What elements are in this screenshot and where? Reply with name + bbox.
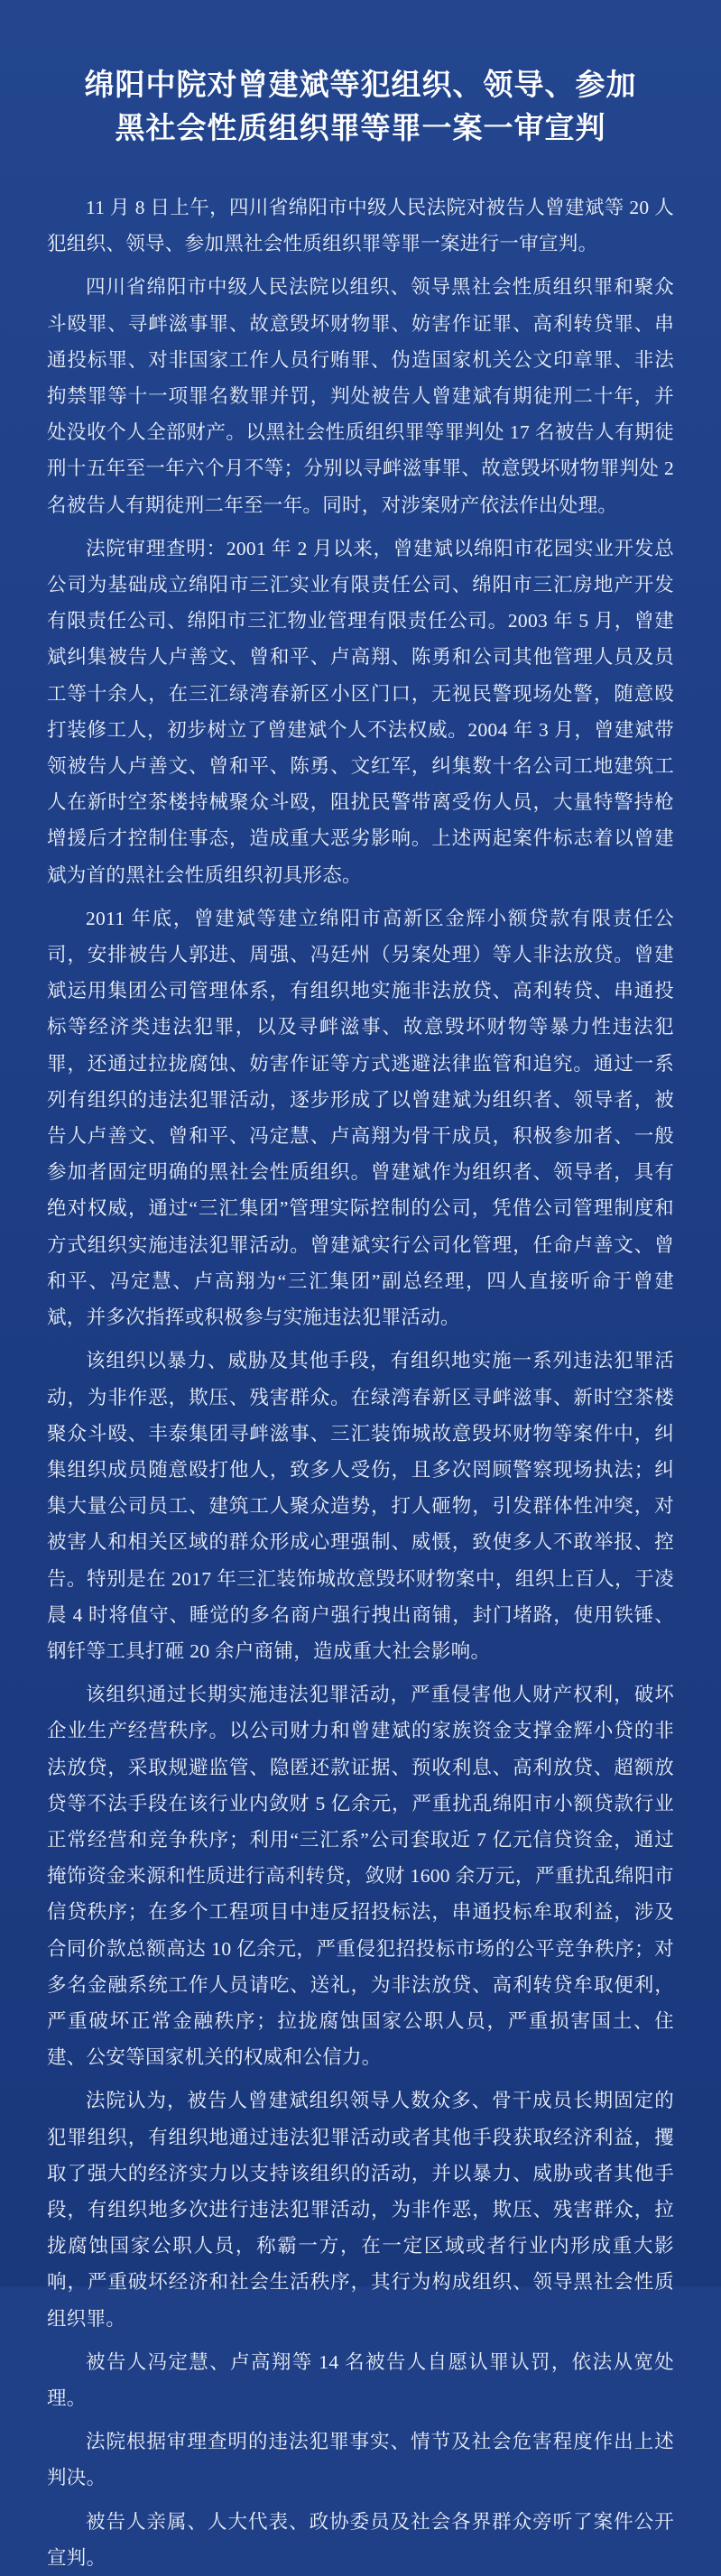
paragraph-verdict: 四川省绵阳市中级人民法院以组织、领导黑社会性质组织罪和聚众斗殴罪、寻衅滋事罪、故意毁坏财物罪、妨害作证罪、高利转贷罪、串通投标罪、对非国家工作人员行贿罪、伪造国家机关公文印章罪、非法拘禁罪等十一项罪名数罪并罚，判处被告人曾建斌有期徒刑二十年，并处没收个人全部财产。以黑社会性质组织罪等罪判处 17 名被告人有期徒刑十五年至一年六个月不等；分别以寻衅滋事罪、故意毁坏财物罪判处 2 名被告人有期徒刑二年至一年。同时，对涉案财产依法作出处理。 xyxy=(47,276,674,516)
paragraph-judgment-basis: 法院根据审理查明的违法犯罪事实、情节及社会危害程度作出上述判决。 xyxy=(47,2431,674,2489)
paragraph-attendance: 被告人亲属、人大代表、政协委员及社会各界群众旁听了案件公开宣判。 xyxy=(47,2510,674,2569)
article-title xyxy=(47,63,674,150)
article-body xyxy=(47,189,674,2576)
article-title-line-2: 黑社会性质组织罪等罪一案一审宣判 xyxy=(115,110,606,145)
paragraph-findings-organization: 2011 年底，曾建斌等建立绵阳市高新区金辉小额贷款有限责任公司，安排被告人郭进、周强、冯廷州（另案处理）等人非法放贷。曾建斌运用集团公司管理体系，有组织地实施非法放贷、高利转贷、串通投标等经济类违法犯罪，以及寻衅滋事、故意毁坏财物等暴力性违法犯罪，还通过拉拢腐蚀、妨害作证等方式逃避法律监管和追究。通过一系列有组织的违法犯罪活动，逐步形成了以曾建斌为组织者、领导者，被告人卢善文、曾和平、冯定慧、卢高翔为骨干成员，积极参加者、一般参加者固定明确的黑社会性质组织。曾建斌作为组织者、领导者，具有绝对权威，通过“三汇集团”管理实际控制的公司，凭借公司管理制度和方式组织实施违法犯罪活动。曾建斌实行公司化管理，任命卢善文、曾和平、冯定慧、卢高翔为“三汇集团”副总经理，四人直接听命于曾建斌，并多次指挥或积极参与实施违法犯罪活动。 xyxy=(47,907,674,1329)
paragraph-findings-origin: 法院审理查明：2001 年 2 月以来，曾建斌以绵阳市花园实业开发总公司为基础成立绵阳市三汇实业有限责任公司、绵阳市三汇房地产开发有限责任公司、绵阳市三汇物业管理有限责任公司。2003 年 5 月，曾建斌纠集被告人卢善文、曾和平、卢高翔、陈勇和公司其他管理人员及员工等十余人，在三汇绿湾春新区小区门口，无视民警现场处警，随意殴打装修工人，初步树立了曾建斌个人不法权威。2004 年 3 月，曾建斌带领被告人卢善文、曾和平、陈勇、文红军，纠集数十名公司工地建筑工人在新时空茶楼持械聚众斗殴，阻扰民警带离受伤人员，大量特警持枪增援后才控制住事态，造成重大恶劣影响。上述两起案件标志着以曾建斌为首的黑社会性质组织初具形态。 xyxy=(47,537,674,886)
paragraph-economic-crimes: 该组织通过长期实施违法犯罪活动，严重侵害他人财产权利，破坏企业生产经营秩序。以公司财力和曾建斌的家族资金支撑金辉小贷的非法放贷，采取规避监管、隐匿还款证据、预收利息、高利放贷、超额放贷等不法手段在该行业内敛财 5 亿余元，严重扰乱绵阳市小额贷款行业正常经营和竞争秩序；利用“三汇系”公司套取近 7 亿元信贷资金，通过掩饰资金来源和性质进行高利转贷，敛财 1600 余万元，严重扰乱绵阳市信贷秩序；在多个工程项目中违反招投标法，串通投标牟取利益，涉及合同价款总额高达 10 亿余元，严重侵犯招投标市场的公平竞争秩序；对多名金融系统工作人员请吃、送礼，为非法放贷、高利转贷牟取便利，严重破坏正常金融秩序；拉拢腐蚀国家公职人员，严重损害国土、住建、公安等国家机关的权威和公信力。 xyxy=(47,1684,674,2069)
paragraph-court-opinion: 法院认为，被告人曾建斌组织领导人数众多、骨干成员长期固定的犯罪组织，有组织地通过违法犯罪活动或者其他手段获取经济利益，攫取了强大的经济实力以支持该组织的活动，并以暴力、威胁或者其他手段，有组织地多次进行违法犯罪活动，为非作恶，欺压、残害群众，拉拢腐蚀国家公职人员，称霸一方，在一定区域或者行业内形成重大影响，严重破坏经济和社会生活秩序，其行为构成组织、领导黑社会性质组织罪。 xyxy=(47,2090,674,2330)
paragraph-violent-crimes: 该组织以暴力、威胁及其他手段，有组织地实施一系列违法犯罪活动，为非作恶，欺压、残害群众。在绿湾春新区寻衅滋事、新时空茶楼聚众斗殴、丰泰集团寻衅滋事、三汇装饰城故意毁坏财物等案件中，纠集组织成员随意殴打他人，致多人受伤，且多次罔顾警察现场执法；纠集大量公司员工、建筑工人聚众造势，打人砸物，引发群体性冲突，对被害人和相关区域的群众形成心理强制、威慑，致使多人不敢举报、控告。特别是在 2017 年三汇装饰城故意毁坏财物案中，组织上百人，于凌晨 4 时将值守、睡觉的多名商户强行拽出商铺，封门堵路，使用铁锤、钢钎等工具打砸 20 余户商铺，造成重大社会影响。 xyxy=(47,1350,674,1662)
paragraph-leniency: 被告人冯定慧、卢高翔等 14 名被告人自愿认罪认罚，依法从宽处理。 xyxy=(47,2350,674,2409)
paragraph-announcement: 11 月 8 日上午，四川省绵阳市中级人民法院对被告人曾建斌等 20 人犯组织、领导、参加黑社会性质组织罪等罪一案进行一审宣判。 xyxy=(47,197,674,255)
article-title-line-1: 绵阳中院对曾建斌等犯组织、领导、参加 xyxy=(84,67,637,102)
